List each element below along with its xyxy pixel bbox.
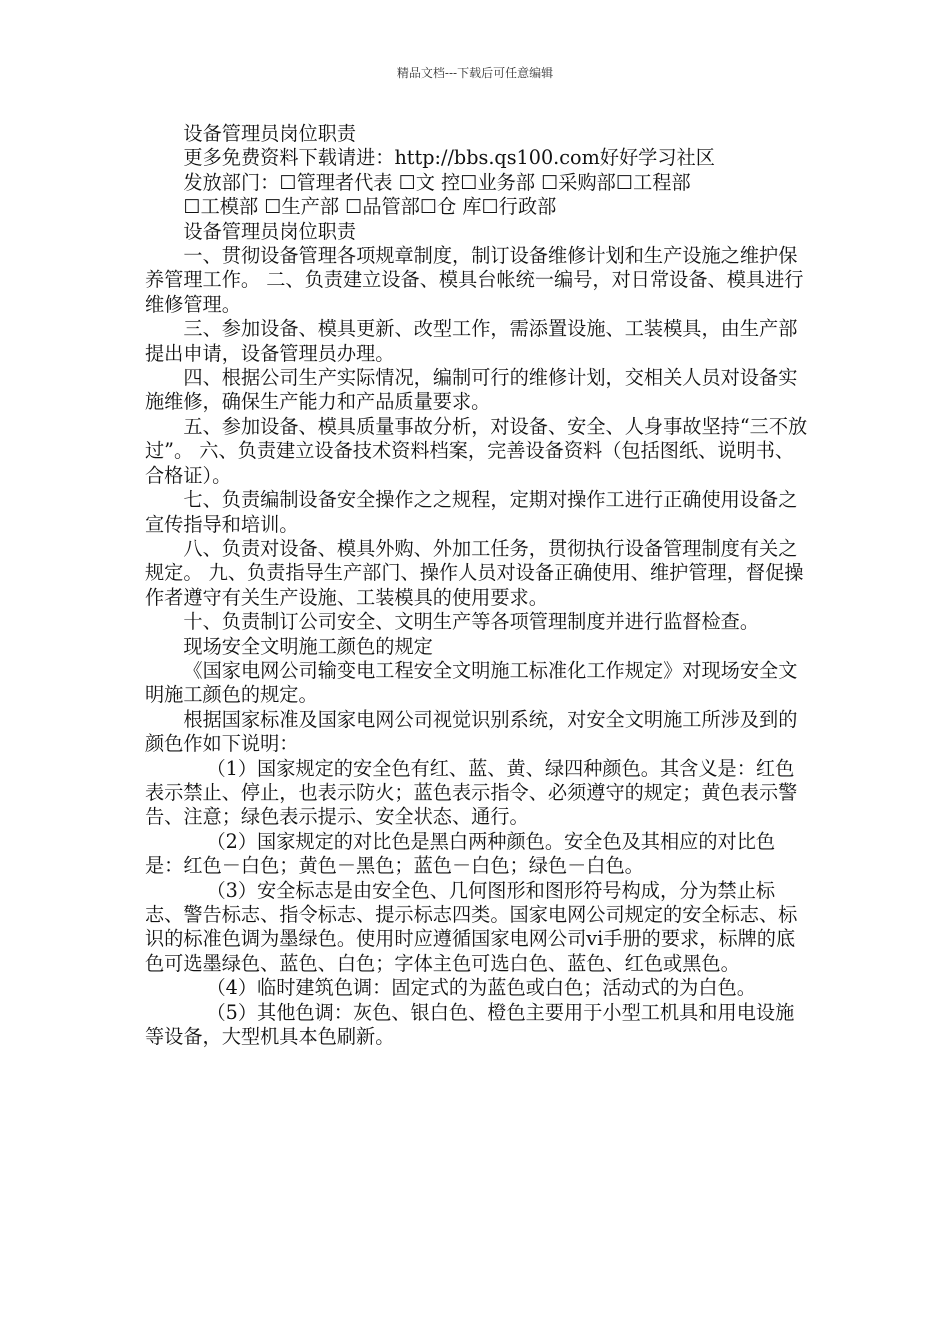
paragraph-duty-5-6: 五、参加设备、模具质量事故分析，对设备、安全、人身事故坚持“三不放 过”。 六、负责建立设备技术资料档案，完善设备资料（包括图纸、说明书、合格证）。	[145, 414, 808, 487]
paragraph-distribution-cont: ☐工模部 ☐生产部 ☐品管部☐仓 库☐行政部	[183, 195, 557, 219]
paragraph-color-4: （4）临时建筑色调：固定式的为蓝色或白色；活动式的为白色。	[206, 976, 756, 1000]
paragraph-color-intro: 《国家电网公司输变电工程安全文明施工标准化工作规定》对现场安全文明施工颜色的规定。	[145, 658, 798, 707]
paragraph-distribution: 发放部门：☐管理者代表 ☐文 控☐业务部 ☐采购部☐工程部	[183, 170, 691, 194]
document-body	[145, 122, 810, 1049]
paragraph-download-note: 更多免费资料下载请进：http://bbs.qs100.com好好学习社区	[183, 146, 715, 170]
paragraph-duty-7: 七、负责编制设备安全操作之之规程，定期对操作工进行正确使用设备之宣传指导和培训。	[145, 488, 798, 536]
paragraph-duty-3: 三、参加设备、模具更新、改型工作，需添置设施、工装模具，由生产部提出申请，设备管理员办理。	[145, 317, 798, 365]
paragraph-color-2: （2）国家规定的对比色是黑白两种颜色。安全色及其相应的对比色是：红色－白色；黄色－黑色；蓝色－白色；绿色－白色。	[145, 829, 776, 878]
paragraph-subtitle: 设备管理员岗位职责	[183, 219, 357, 243]
paragraph-title: 设备管理员岗位职责	[183, 122, 357, 145]
paragraph-duty-4: 四、根据公司生产实际情况，编制可行的维修计划，交相关人员对设备实施维修，确保生产能力和产品质量要求。	[145, 366, 798, 414]
paragraph-color-title: 现场安全文明施工颜色的规定	[183, 634, 433, 658]
paragraph-color-1: （1）国家规定的安全色有红、蓝、黄、绿四种颜色。其含义是：红色表示禁止、停止，也表示防火；蓝色表示指令、必须遵守的规定；黄色表示警告、注意；绿色表示提示、安全状态、通行。	[145, 756, 798, 829]
paragraph-duty-8-9: 八、负责对设备、模具外购、外加工任务，贯彻执行设备管理制度有关之规定。 九、负责指导生产部门、操作人员对设备正确使用、维护管理，督促操作者遵守有关生产设施、工装模具的使用要求。	[145, 536, 804, 609]
paragraph-color-5: （5）其他色调：灰色、银白色、橙色主要用于小型工机具和用电设施等设备，大型机具本色刷新。	[145, 1000, 795, 1049]
paragraph-color-3: （3）安全标志是由安全色、几何图形和图形符号构成，分为禁止标志、警告标志、指令标志、提示标志四类。国家电网公司规定的安全标志、标识的标准色调为墨绿色。使用时应遵循国家电网公司vi手册的要求，标牌的底色可选墨绿色、蓝色、白色；字体主色可选白色、蓝色、红色或黑色。	[145, 878, 798, 975]
page-header: 精品文档---下载后可任意编辑	[396, 66, 554, 80]
paragraph-duty-1-2: 一、贯彻设备管理各项规章制度，制订设备维修计划和生产设施之维护保养管理工作。 二、负责建立设备、模具台帐统一编号，对日常设备、模具进行维修管理。	[145, 244, 804, 316]
paragraph-duty-10: 十、负责制订公司安全、文明生产等各项管理制度并进行监督检查。	[183, 610, 760, 634]
paragraph-color-basis: 根据国家标准及国家电网公司视觉识别系统，对安全文明施工所涉及到的颜色作如下说明：	[145, 707, 798, 756]
